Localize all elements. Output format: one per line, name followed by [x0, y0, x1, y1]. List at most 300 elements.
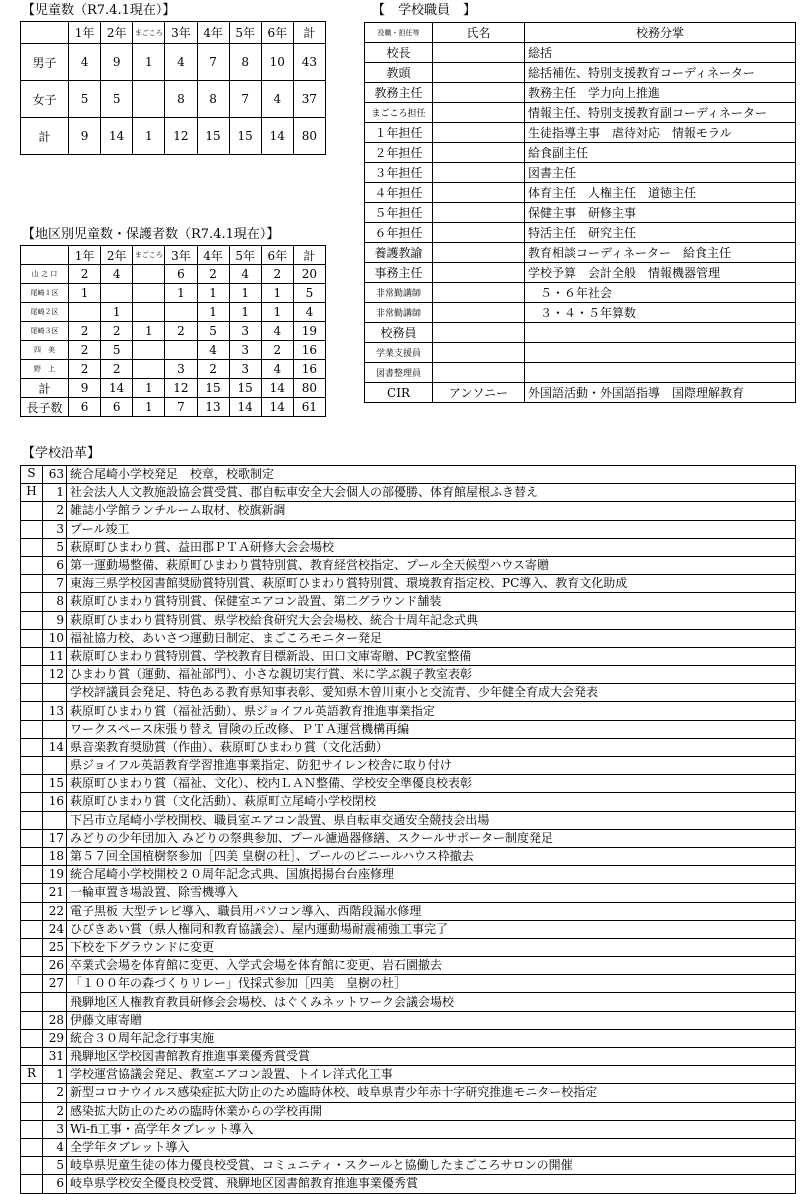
history-year: 2 [43, 502, 67, 520]
staff-role: 非常勤講師 [365, 283, 433, 303]
count-cell: 1 [101, 303, 133, 322]
history-text: 第５７回全国植樹祭参加［四美 皇樹の杜］、プールのビニールハウス枠撤去 [67, 847, 796, 865]
history-era [21, 1102, 43, 1120]
staff-duty: 外国語活動・外国語指導 国際理解教育 [525, 383, 796, 403]
staff-name [433, 83, 525, 103]
history-body [21, 466, 796, 1194]
history-year: 11 [43, 647, 67, 665]
history-text: 萩原町ひまわり賞特別賞、学校教育目標新設、田口文庫寄贈、PC教室整備 [67, 647, 796, 665]
history-row [21, 993, 796, 1011]
history-row [21, 847, 796, 865]
history-era [21, 684, 43, 702]
staff-name [433, 143, 525, 163]
history-year [43, 757, 67, 775]
history-row [21, 738, 796, 756]
staff-duty: 生徒指導主事 虐待対応 情報モラル [525, 123, 796, 143]
header-cell: 2年 [101, 246, 133, 265]
staff-name [433, 343, 525, 363]
staff-role: ３年担任 [365, 163, 433, 183]
history-row [21, 611, 796, 629]
row-label: 計 [21, 118, 69, 155]
staff-role: CIR [365, 383, 433, 403]
count-cell: 3 [165, 360, 197, 379]
history-text: 統合尾崎小学校発足 校章，校歌制定 [67, 466, 796, 484]
count-cell: 1 [165, 284, 197, 303]
count-cell: 9 [101, 44, 133, 81]
header-cell: 3年 [165, 22, 197, 44]
staff-row [365, 183, 796, 203]
history-row [21, 466, 796, 484]
history-year: 19 [43, 866, 67, 884]
header-cell: 5年 [229, 246, 261, 265]
count-cell: 4 [69, 44, 101, 81]
count-cell: 2 [197, 360, 229, 379]
history-row [21, 975, 796, 993]
count-cell [133, 360, 165, 379]
history-era [21, 1157, 43, 1175]
staff-role: 学業支援員 [365, 343, 433, 363]
staff-name [433, 163, 525, 183]
history-year [43, 993, 67, 1011]
table-row [21, 284, 326, 303]
staff-duty: ５・６年社会 [525, 283, 796, 303]
staff-name [433, 323, 525, 343]
history-era: H [21, 484, 43, 502]
count-cell: 3 [229, 360, 261, 379]
header-cell: まごころ [133, 22, 165, 44]
history-year: 2 [43, 1102, 67, 1120]
count-cell: 1 [133, 44, 165, 81]
history-text: 県ジョイフル英語教育学習推進事業指定、防犯サイレン校舎に取り付け [67, 757, 796, 775]
count-cell: 4 [261, 81, 293, 118]
children-count-title: 【児童数（R7.4.1現在）】 [22, 3, 176, 18]
count-cell: 6 [165, 265, 197, 284]
count-cell: 1 [133, 322, 165, 341]
table-row [21, 360, 326, 379]
count-cell: 8 [229, 44, 261, 81]
history-year: 63 [43, 466, 67, 484]
staff-duty [525, 343, 796, 363]
history-year: 12 [43, 666, 67, 684]
history-era [21, 902, 43, 920]
row-label: 四 美 [21, 341, 69, 360]
count-cell: 80 [293, 379, 325, 398]
history-era [21, 938, 43, 956]
staff-row [365, 323, 796, 343]
count-cell: 14 [101, 118, 133, 155]
staff-table [364, 22, 796, 403]
history-row [21, 775, 796, 793]
history-year: 1 [43, 484, 67, 502]
staff-duty: 特活主任 研究主任 [525, 223, 796, 243]
count-cell: 14 [261, 118, 293, 155]
history-text: 岐阜県学校安全優良校受賞、飛騨地区図書館教育推進事業優秀賞 [67, 1175, 796, 1193]
staff-role: 養護教諭 [365, 243, 433, 263]
history-text: 一輪車置き場設置、除雪機導入 [67, 884, 796, 902]
header-cell: 6年 [261, 22, 293, 44]
children-count-table [20, 21, 326, 155]
history-row [21, 866, 796, 884]
staff-row [365, 163, 796, 183]
staff-row [365, 123, 796, 143]
count-cell: 13 [197, 398, 229, 417]
count-cell: 4 [165, 44, 197, 81]
table-row [21, 118, 326, 155]
history-era [21, 957, 43, 975]
staff-role: 校長 [365, 43, 433, 63]
count-cell [133, 81, 165, 118]
count-cell: 5 [293, 284, 325, 303]
history-text: 萩原町ひまわり賞特別賞、保健室エアコン設置、第二グラウンド舗装 [67, 593, 796, 611]
history-year: 6 [43, 1175, 67, 1193]
count-cell: 16 [293, 360, 325, 379]
header-cell: 5年 [229, 22, 261, 44]
staff-row [365, 143, 796, 163]
history-year: 10 [43, 629, 67, 647]
history-text: 飛騨地区学校図書館教育推進事業優秀賞受賞 [67, 1048, 796, 1066]
history-text: 統合尾崎小学校開校２０周年記念式典、国旗掲揚台台座修理 [67, 866, 796, 884]
count-cell [133, 284, 165, 303]
history-row [21, 757, 796, 775]
count-cell: 12 [165, 118, 197, 155]
history-era [21, 775, 43, 793]
count-cell: 61 [293, 398, 325, 417]
staff-role: 図書整理員 [365, 363, 433, 383]
count-cell: 7 [165, 398, 197, 417]
count-cell: 14 [261, 398, 293, 417]
history-era [21, 1138, 43, 1156]
staff-row [365, 363, 796, 383]
district-count-table [20, 245, 326, 417]
history-text: 「１００年の森づくりリレー」伐採式参加［四美 皇樹の杜］ [67, 975, 796, 993]
table-row [21, 81, 326, 118]
row-label: 山 之 口 [21, 265, 69, 284]
count-cell: 4 [197, 341, 229, 360]
history-text: 感染拡大防止のための臨時休業からの学校再開 [67, 1102, 796, 1120]
count-cell: 15 [197, 379, 229, 398]
history-era [21, 666, 43, 684]
header-cell: まごころ [133, 246, 165, 265]
count-cell: 37 [293, 81, 325, 118]
row-label: 男子 [21, 44, 69, 81]
count-cell: 8 [165, 81, 197, 118]
history-row [21, 666, 796, 684]
history-row [21, 1157, 796, 1175]
count-cell: 3 [229, 322, 261, 341]
staff-name [433, 183, 525, 203]
history-era [21, 1084, 43, 1102]
count-cell [101, 284, 133, 303]
history-era [21, 811, 43, 829]
row-label: 尾崎２区 [21, 303, 69, 322]
staff-row [365, 243, 796, 263]
count-cell: 1 [133, 118, 165, 155]
staff-duty: 学校予算 会計全般 情報機器管理 [525, 263, 796, 283]
history-row [21, 1138, 796, 1156]
history-text: 萩原町ひまわり賞、益田郡ＰＴＡ研修大会会場校 [67, 538, 796, 556]
row-label: 女子 [21, 81, 69, 118]
history-year: 21 [43, 884, 67, 902]
staff-duty [525, 363, 796, 383]
history-era [21, 847, 43, 865]
history-text: プール竣工 [67, 520, 796, 538]
history-era [21, 1048, 43, 1066]
history-row [21, 538, 796, 556]
staff-row [365, 63, 796, 83]
history-era [21, 520, 43, 538]
count-cell: 43 [293, 44, 325, 81]
history-year: 4 [43, 1138, 67, 1156]
history-era [21, 866, 43, 884]
history-text: 萩原町ひまわり賞（福祉、文化）、校内ＬＡＮ整備、学校安全準優良校表彰 [67, 775, 796, 793]
staff-row [365, 283, 796, 303]
history-row [21, 720, 796, 738]
history-row [21, 484, 796, 502]
history-text: 萩原町ひまわり賞（文化活動）、萩原町立尾崎小学校閉校 [67, 793, 796, 811]
history-year: 17 [43, 829, 67, 847]
staff-role: 教務主任 [365, 83, 433, 103]
history-table [20, 465, 796, 1194]
children-header-row [21, 22, 326, 44]
staff-name [433, 283, 525, 303]
history-row [21, 520, 796, 538]
history-era [21, 738, 43, 756]
history-row [21, 1048, 796, 1066]
count-cell: 2 [197, 265, 229, 284]
history-era [21, 975, 43, 993]
count-cell: 7 [197, 44, 229, 81]
staff-duty: 総括 [525, 43, 796, 63]
staff-role: 非常勤講師 [365, 303, 433, 323]
count-cell: 8 [197, 81, 229, 118]
count-cell: 2 [101, 322, 133, 341]
count-cell: 19 [293, 322, 325, 341]
header-cell: 氏名 [433, 23, 525, 43]
count-cell: 1 [197, 284, 229, 303]
history-era [21, 629, 43, 647]
history-era [21, 538, 43, 556]
header-cell: 6年 [261, 246, 293, 265]
staff-row [365, 263, 796, 283]
staff-name [433, 43, 525, 63]
count-cell: 14 [229, 398, 261, 417]
count-cell: 3 [229, 341, 261, 360]
history-text: 福祉協力校、あいさつ運動日制定、まごころモニター発足 [67, 629, 796, 647]
staff-name [433, 363, 525, 383]
staff-row [365, 203, 796, 223]
staff-duty [525, 323, 796, 343]
count-cell: 80 [293, 118, 325, 155]
history-text: 県音楽教育奨励賞（作曲）、萩原町ひまわり賞（文化活動） [67, 738, 796, 756]
history-era [21, 757, 43, 775]
header-cell: 計 [293, 22, 325, 44]
history-era [21, 502, 43, 520]
count-cell: 1 [69, 284, 101, 303]
history-year [43, 811, 67, 829]
history-era [21, 920, 43, 938]
history-era [21, 647, 43, 665]
history-year: 7 [43, 575, 67, 593]
count-cell: 1 [133, 379, 165, 398]
count-cell: 5 [197, 322, 229, 341]
count-cell: 9 [69, 118, 101, 155]
history-year: 22 [43, 902, 67, 920]
staff-name [433, 123, 525, 143]
history-era: R [21, 1066, 43, 1084]
count-cell: 15 [229, 379, 261, 398]
count-cell: 10 [261, 44, 293, 81]
count-cell: 4 [261, 360, 293, 379]
staff-row [365, 343, 796, 363]
history-year: 1 [43, 1066, 67, 1084]
history-era [21, 829, 43, 847]
staff-duty: 教育相談コーディネーター 給食主任 [525, 243, 796, 263]
history-row [21, 1102, 796, 1120]
history-era [21, 1011, 43, 1029]
count-cell: 16 [293, 341, 325, 360]
history-row [21, 938, 796, 956]
history-year: 25 [43, 938, 67, 956]
history-text: 下呂市立尾崎小学校開校、職員室エアコン設置、県自転車交通安全競技会出場 [67, 811, 796, 829]
staff-name [433, 203, 525, 223]
history-year: 24 [43, 920, 67, 938]
count-cell [133, 341, 165, 360]
staff-title: 【 学校職員 】 [372, 3, 477, 18]
history-year [43, 720, 67, 738]
district-count-title: 【地区別児童数・保護者数（R7.4.1現在）】 [22, 227, 280, 242]
history-text: みどりの少年団加入 みどりの祭典参加、プール濾過器修繕、スクールサポーター制度発足 [67, 829, 796, 847]
header-cell: 1年 [69, 246, 101, 265]
history-row [21, 811, 796, 829]
staff-name [433, 263, 525, 283]
history-row [21, 957, 796, 975]
count-cell: 4 [293, 303, 325, 322]
table-row [21, 379, 326, 398]
staff-body [365, 43, 796, 403]
staff-duty: ３・４・５年算数 [525, 303, 796, 323]
history-era [21, 993, 43, 1011]
header-cell [21, 22, 69, 44]
history-year: 5 [43, 538, 67, 556]
history-year: 29 [43, 1029, 67, 1047]
count-cell: 1 [197, 303, 229, 322]
count-cell: 12 [165, 379, 197, 398]
history-text: 第一運動場整備、萩原町ひまわり賞特別賞、教育経営校指定、プール全天候型ハウス寄贈 [67, 556, 796, 574]
staff-role: まごころ担任 [365, 103, 433, 123]
count-cell: 2 [69, 341, 101, 360]
history-row [21, 884, 796, 902]
history-row [21, 629, 796, 647]
count-cell: 6 [69, 398, 101, 417]
history-year: 14 [43, 738, 67, 756]
history-row [21, 702, 796, 720]
staff-role: １年担任 [365, 123, 433, 143]
count-cell [165, 303, 197, 322]
history-era [21, 1175, 43, 1193]
history-row [21, 829, 796, 847]
staff-name [433, 303, 525, 323]
count-cell: 5 [101, 81, 133, 118]
history-era [21, 702, 43, 720]
count-cell: 1 [261, 303, 293, 322]
history-text: 東海三県学校図書館奨励賞特別賞、萩原町ひまわり賞特別賞、環境教育指定校、PC導入、教育文化助成 [67, 575, 796, 593]
history-text: 雑誌小学館ランチルーム取材、校旗新調 [67, 502, 796, 520]
children-body [21, 44, 326, 155]
table-row [21, 303, 326, 322]
count-cell [133, 303, 165, 322]
staff-row [365, 383, 796, 403]
count-cell: 2 [69, 265, 101, 284]
staff-row [365, 43, 796, 63]
row-label: 長子数 [21, 398, 69, 417]
history-row [21, 920, 796, 938]
staff-role: ５年担任 [365, 203, 433, 223]
district-header-row [21, 246, 326, 265]
staff-header-row [365, 23, 796, 43]
staff-duty: 総括補佐、特別支援教育コーディネーター [525, 63, 796, 83]
staff-role: 教頭 [365, 63, 433, 83]
history-year: 13 [43, 702, 67, 720]
staff-duty: 体育主任 人権主任 道徳主任 [525, 183, 796, 203]
header-cell: 4年 [197, 22, 229, 44]
count-cell: 5 [101, 341, 133, 360]
count-cell: 2 [69, 322, 101, 341]
staff-role: 校務員 [365, 323, 433, 343]
history-text: Wi-fi工事・高学年タブレット導入 [67, 1120, 796, 1138]
history-year: 2 [43, 1084, 67, 1102]
count-cell: 5 [69, 81, 101, 118]
staff-name [433, 223, 525, 243]
history-year: 27 [43, 975, 67, 993]
count-cell: 4 [229, 265, 261, 284]
history-row [21, 556, 796, 574]
count-cell: 15 [229, 118, 261, 155]
history-era [21, 1029, 43, 1047]
history-text: ひびきあい賞（県人権同和教育協議会）、屋内運動場耐震補強工事完了 [67, 920, 796, 938]
staff-name: アンソニー [433, 383, 525, 403]
staff-row [365, 83, 796, 103]
header-cell: 校務分掌 [525, 23, 796, 43]
history-era [21, 556, 43, 574]
history-text: 全学年タブレット導入 [67, 1138, 796, 1156]
staff-name [433, 63, 525, 83]
staff-row [365, 303, 796, 323]
history-row [21, 1084, 796, 1102]
history-year: 16 [43, 793, 67, 811]
staff-duty: 給食副主任 [525, 143, 796, 163]
staff-role: ６年担任 [365, 223, 433, 243]
header-cell: 1年 [69, 22, 101, 44]
history-row [21, 593, 796, 611]
count-cell: 15 [197, 118, 229, 155]
history-text: 飛騨地区人権教育教員研修会会場校、はぐくみネットワーク会議会場校 [67, 993, 796, 1011]
history-year: 6 [43, 556, 67, 574]
history-row [21, 502, 796, 520]
count-cell: 2 [261, 341, 293, 360]
staff-role: ４年担任 [365, 183, 433, 203]
history-era [21, 1120, 43, 1138]
count-cell: 9 [69, 379, 101, 398]
count-cell [165, 341, 197, 360]
history-era [21, 575, 43, 593]
count-cell: 1 [229, 284, 261, 303]
table-row [21, 44, 326, 81]
count-cell: 4 [101, 265, 133, 284]
table-row [21, 341, 326, 360]
count-cell: 6 [101, 398, 133, 417]
history-era: S [21, 466, 43, 484]
history-year: 31 [43, 1048, 67, 1066]
